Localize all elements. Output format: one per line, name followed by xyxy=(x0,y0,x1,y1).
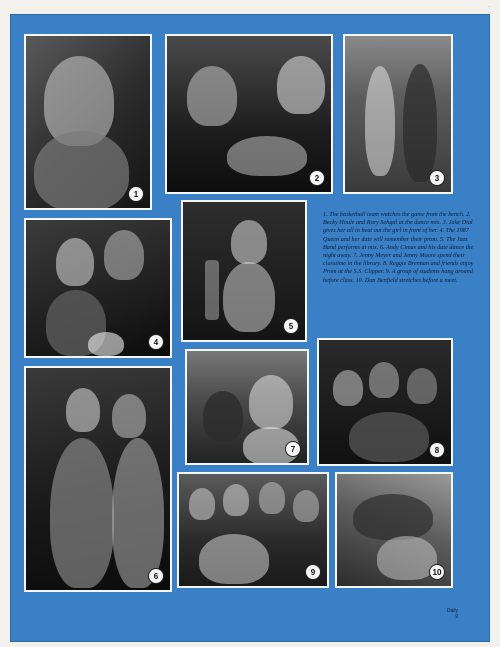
photo-number-3: 3 xyxy=(429,170,445,186)
photo-number-2: 2 xyxy=(309,170,325,186)
photo-captions: 1. The basketball team watches the game from the bench. 2. Becky Houle and Rory Sehgal at the dance mix. 3. Jake Dial gives her all to beat out the girl in front of her. 4. The 1987 Queen and her date will remember their prom. 5. The Jazz Band performs at mix. 6. Andy Cimas and his date dance the night away. 7. Jenny Meyer and Jenny Moore spend their classtime in the library. 8. Reggie Brennan and friends enjoy Prom at the S.S. Clipper. 9. A group of students hang around before class. 10. Dan Benfield stretches before a meet. xyxy=(323,211,474,284)
photo-number-10: 10 xyxy=(429,564,445,580)
photo-10 xyxy=(335,472,453,588)
photo-number-7: 7 xyxy=(285,441,301,457)
photo-9 xyxy=(177,472,329,588)
photo-2 xyxy=(165,34,333,194)
photo-number-1: 1 xyxy=(128,186,144,202)
photo-1 xyxy=(24,34,152,210)
yearbook-page xyxy=(10,14,490,642)
photo-5 xyxy=(181,200,307,342)
corner-mark: · xyxy=(488,4,490,10)
page-folio xyxy=(447,608,458,620)
photo-6 xyxy=(24,366,172,592)
photo-number-9: 9 xyxy=(305,564,321,580)
photo-number-5: 5 xyxy=(283,318,299,334)
photo-number-4: 4 xyxy=(148,334,164,350)
photo-4 xyxy=(24,218,172,358)
page-number: 9 xyxy=(455,614,458,620)
photo-number-6: 6 xyxy=(148,568,164,584)
photo-3 xyxy=(343,34,453,194)
photo-8 xyxy=(317,338,453,466)
photo-7 xyxy=(185,349,309,465)
folio-label: Daily xyxy=(446,608,458,614)
photo-number-8: 8 xyxy=(429,442,445,458)
